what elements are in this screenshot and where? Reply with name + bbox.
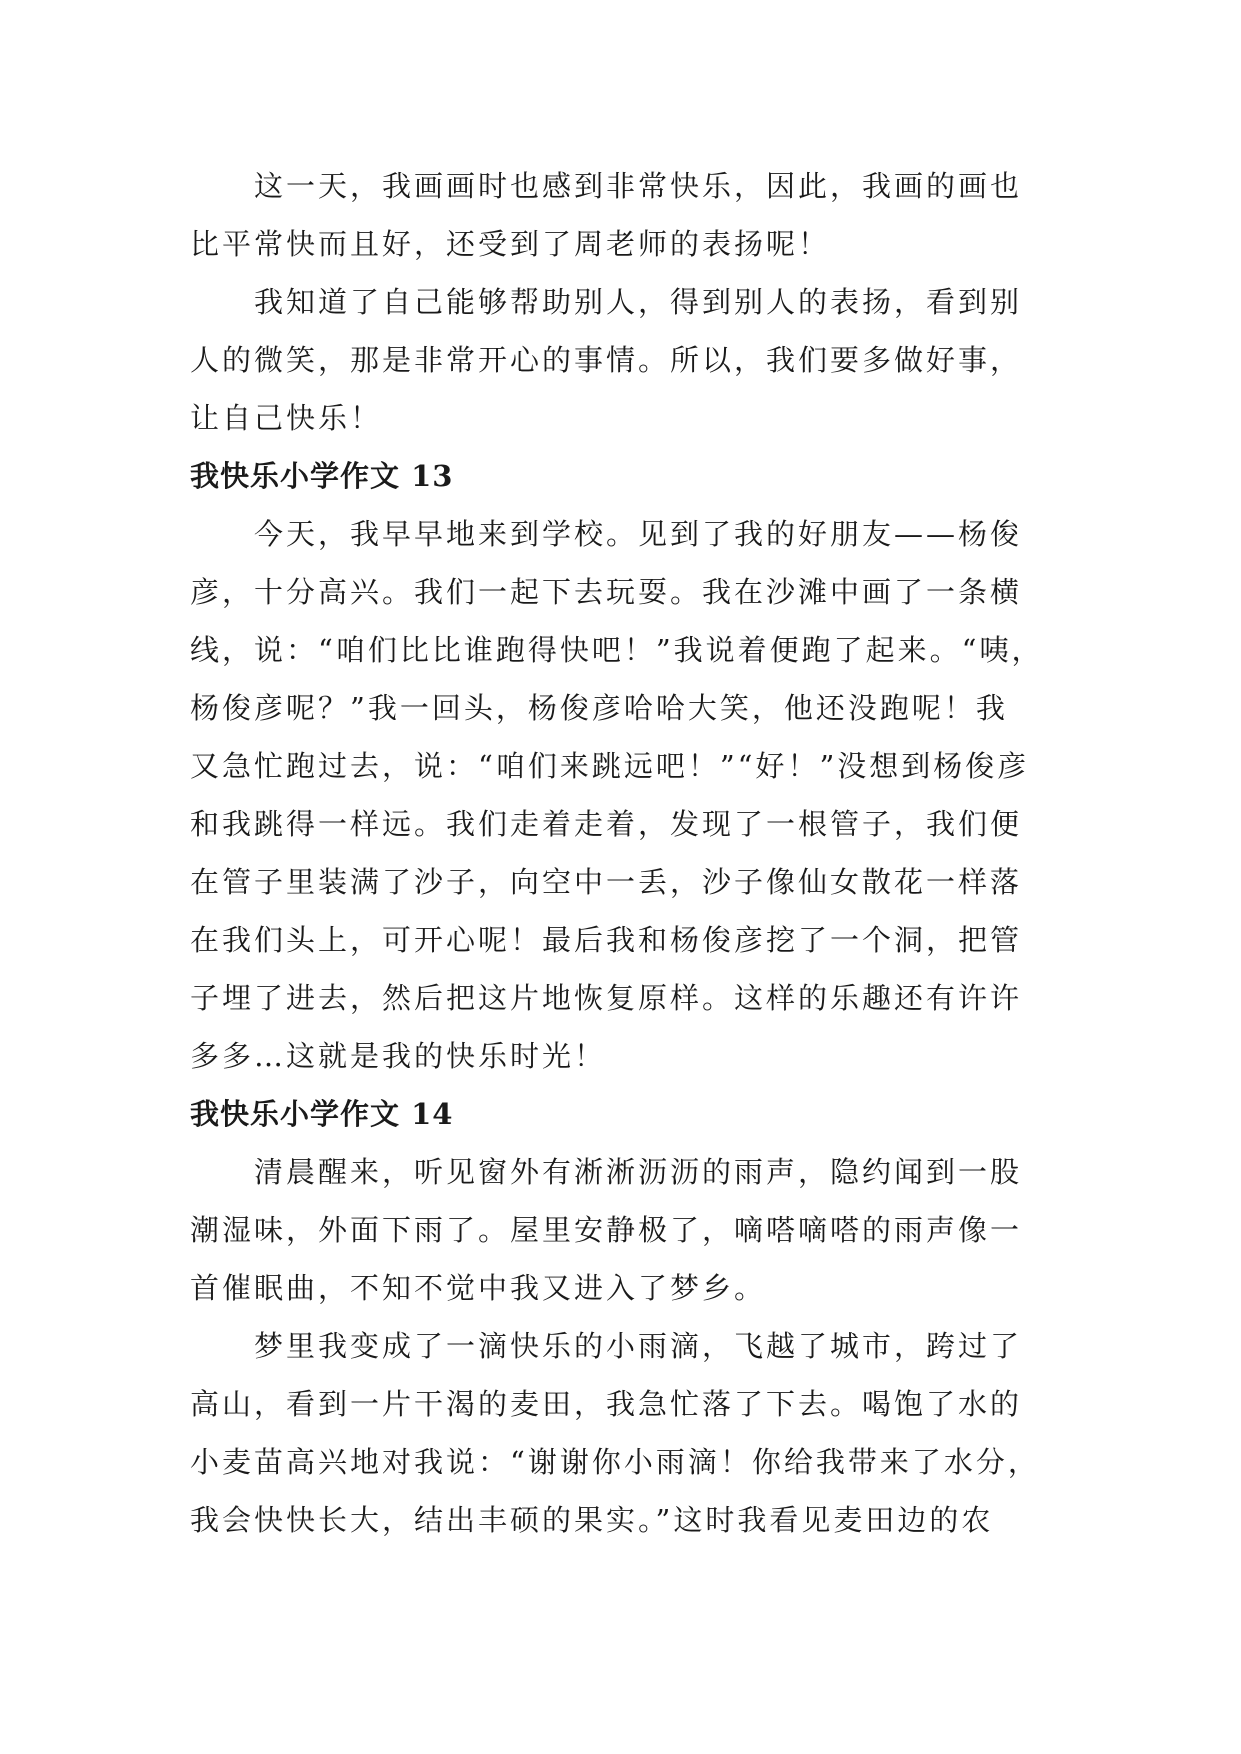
paragraph-drawing-happy: 这一天，我画画时也感到非常快乐，因此，我画的画也 比平常快而且好，还受到了周老师的表扬呢！ [190, 169, 1023, 261]
document-body [190, 157, 1050, 1549]
paragraph-beach-play: 今天，我早早地来到学校。见到了我的好朋友——杨俊 彦，十分高兴。我们一起下去玩耍。我在沙滩中画了一条横 线，说：“咱们比比谁跑得快吧！”我说着便跑了起来。“咦， 杨俊彦呢？”我一回头，杨俊彦哈哈大笑，他还没跑呢！我 又急忙跑过去，说：“咱们来跳远吧！”“好！”没想到杨俊彦 和我跳得一样远。我们走着走着，发现了一根管子，我们便 在管子里装满了沙子，向空中一丢，沙子像仙女散花一样落 在我们头上，可开心呢！最后我和杨俊彦挖了一个洞，把管 子埋了进去，然后把这片地恢复原样。这样的乐趣还有许许 多多…这就是我的快乐时光！ [190, 517, 1044, 1073]
paragraph-raindrop-dream: 梦里我变成了一滴快乐的小雨滴，飞越了城市，跨过了 高山，看到一片干渴的麦田，我急忙落了下去。喝饱了水的 小麦苗高兴地对我说：“谢谢你小雨滴！你给我带来了水分， 我会快快长大，结出丰硕的果实。”这时我看见麦田边的农 [190, 1329, 1040, 1537]
essay-heading-14: 我快乐小学作文 14 [190, 1097, 454, 1131]
paragraph-rainy-morning: 清晨醒来，听见窗外有淅淅沥沥的雨声，隐约闻到一股 潮湿味，外面下雨了。屋里安静极了，嘀嗒嘀嗒的雨声像一 首催眠曲，不知不觉中我又进入了梦乡。 [190, 1155, 1023, 1305]
paragraph-helping-others: 我知道了自己能够帮助别人，得到别人的表扬，看到别 人的微笑，那是非常开心的事情。所以，我们要多做好事， 让自己快乐！ [190, 285, 1023, 435]
essay-heading-13: 我快乐小学作文 13 [190, 459, 454, 493]
